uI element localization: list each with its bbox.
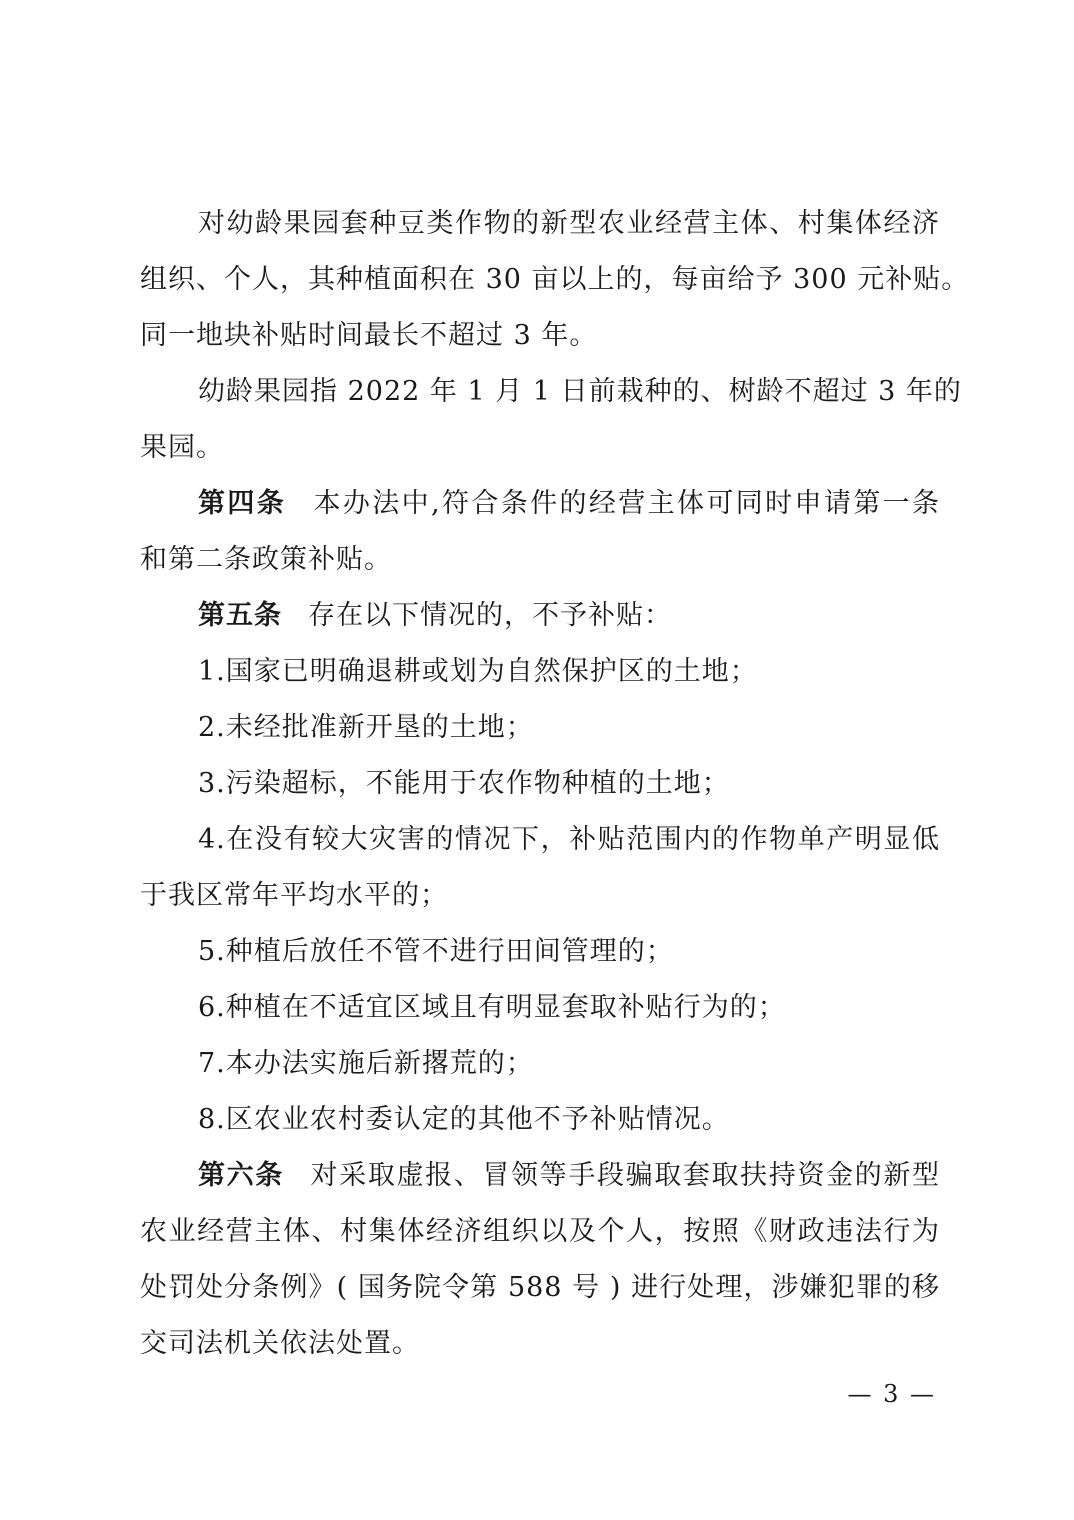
paragraph (140, 364, 962, 476)
list-item: 3.污染超标，不能用于农作物种植的土地； (198, 768, 730, 799)
article-four (140, 476, 940, 588)
list-item: 5.种植后放任不管不进行田间管理的； (198, 936, 674, 967)
article-heading: 第六条 (198, 1160, 284, 1191)
article-text: 存在以下情况的，不予补贴： (308, 600, 672, 631)
document-page (140, 196, 970, 1372)
article-five (140, 588, 940, 644)
list-item: 8.区农业农村委认定的其他不予补贴情况。 (198, 1104, 730, 1135)
list-item: 2.未经批准新开垦的土地； (198, 712, 534, 743)
text-line: 果园。 (140, 432, 224, 463)
text-line: 于我区常年平均水平的； (140, 880, 448, 911)
text-line: 农业经营主体、村集体经济组织以及个人，按照《财政违法行为 (140, 1216, 940, 1247)
paragraph (140, 196, 970, 364)
text-line: 组织、个人，其种植面积在 30 亩以上的，每亩给予 300 元补贴。 (140, 264, 970, 295)
text-line: 交司法机关依法处置。 (140, 1328, 420, 1359)
list-item: 6.种植在不适宜区域且有明显套取补贴行为的； (198, 992, 786, 1023)
text-line: 和第二条政策补贴。 (140, 544, 392, 575)
text-line: 幼龄果园指 2022 年 1 月 1 日前栽种的、树龄不超过 3 年的 (198, 376, 962, 407)
article-heading: 第四条 (198, 488, 287, 519)
article-text: 对采取虚报、冒领等手段骗取套取扶持资金的新型 (309, 1160, 941, 1191)
article-heading: 第五条 (198, 600, 282, 631)
page-number: — 3 — (847, 1380, 936, 1408)
article-six (140, 1148, 940, 1372)
text-line: 同一地块补贴时间最长不超过 3 年。 (140, 320, 598, 351)
list-item (140, 812, 940, 924)
article-text: 本办法中,符合条件的经营主体可同时申请第一条 (312, 488, 940, 519)
text-line: 处罚处分条例》( 国务院令第 588 号 ) 进行处理，涉嫌犯罪的移 (140, 1272, 940, 1303)
list-item: 7.本办法实施后新撂荒的； (198, 1048, 534, 1079)
text-line (140, 1148, 940, 1204)
text-line: 对幼龄果园套种豆类作物的新型农业经营主体、村集体经济 (198, 208, 940, 239)
list-item: 1.国家已明确退耕或划为自然保护区的土地； (198, 656, 758, 687)
text-line (140, 588, 940, 644)
text-line: 4.在没有较大灾害的情况下，补贴范围内的作物单产明显低 (198, 824, 940, 855)
text-line (140, 476, 940, 532)
